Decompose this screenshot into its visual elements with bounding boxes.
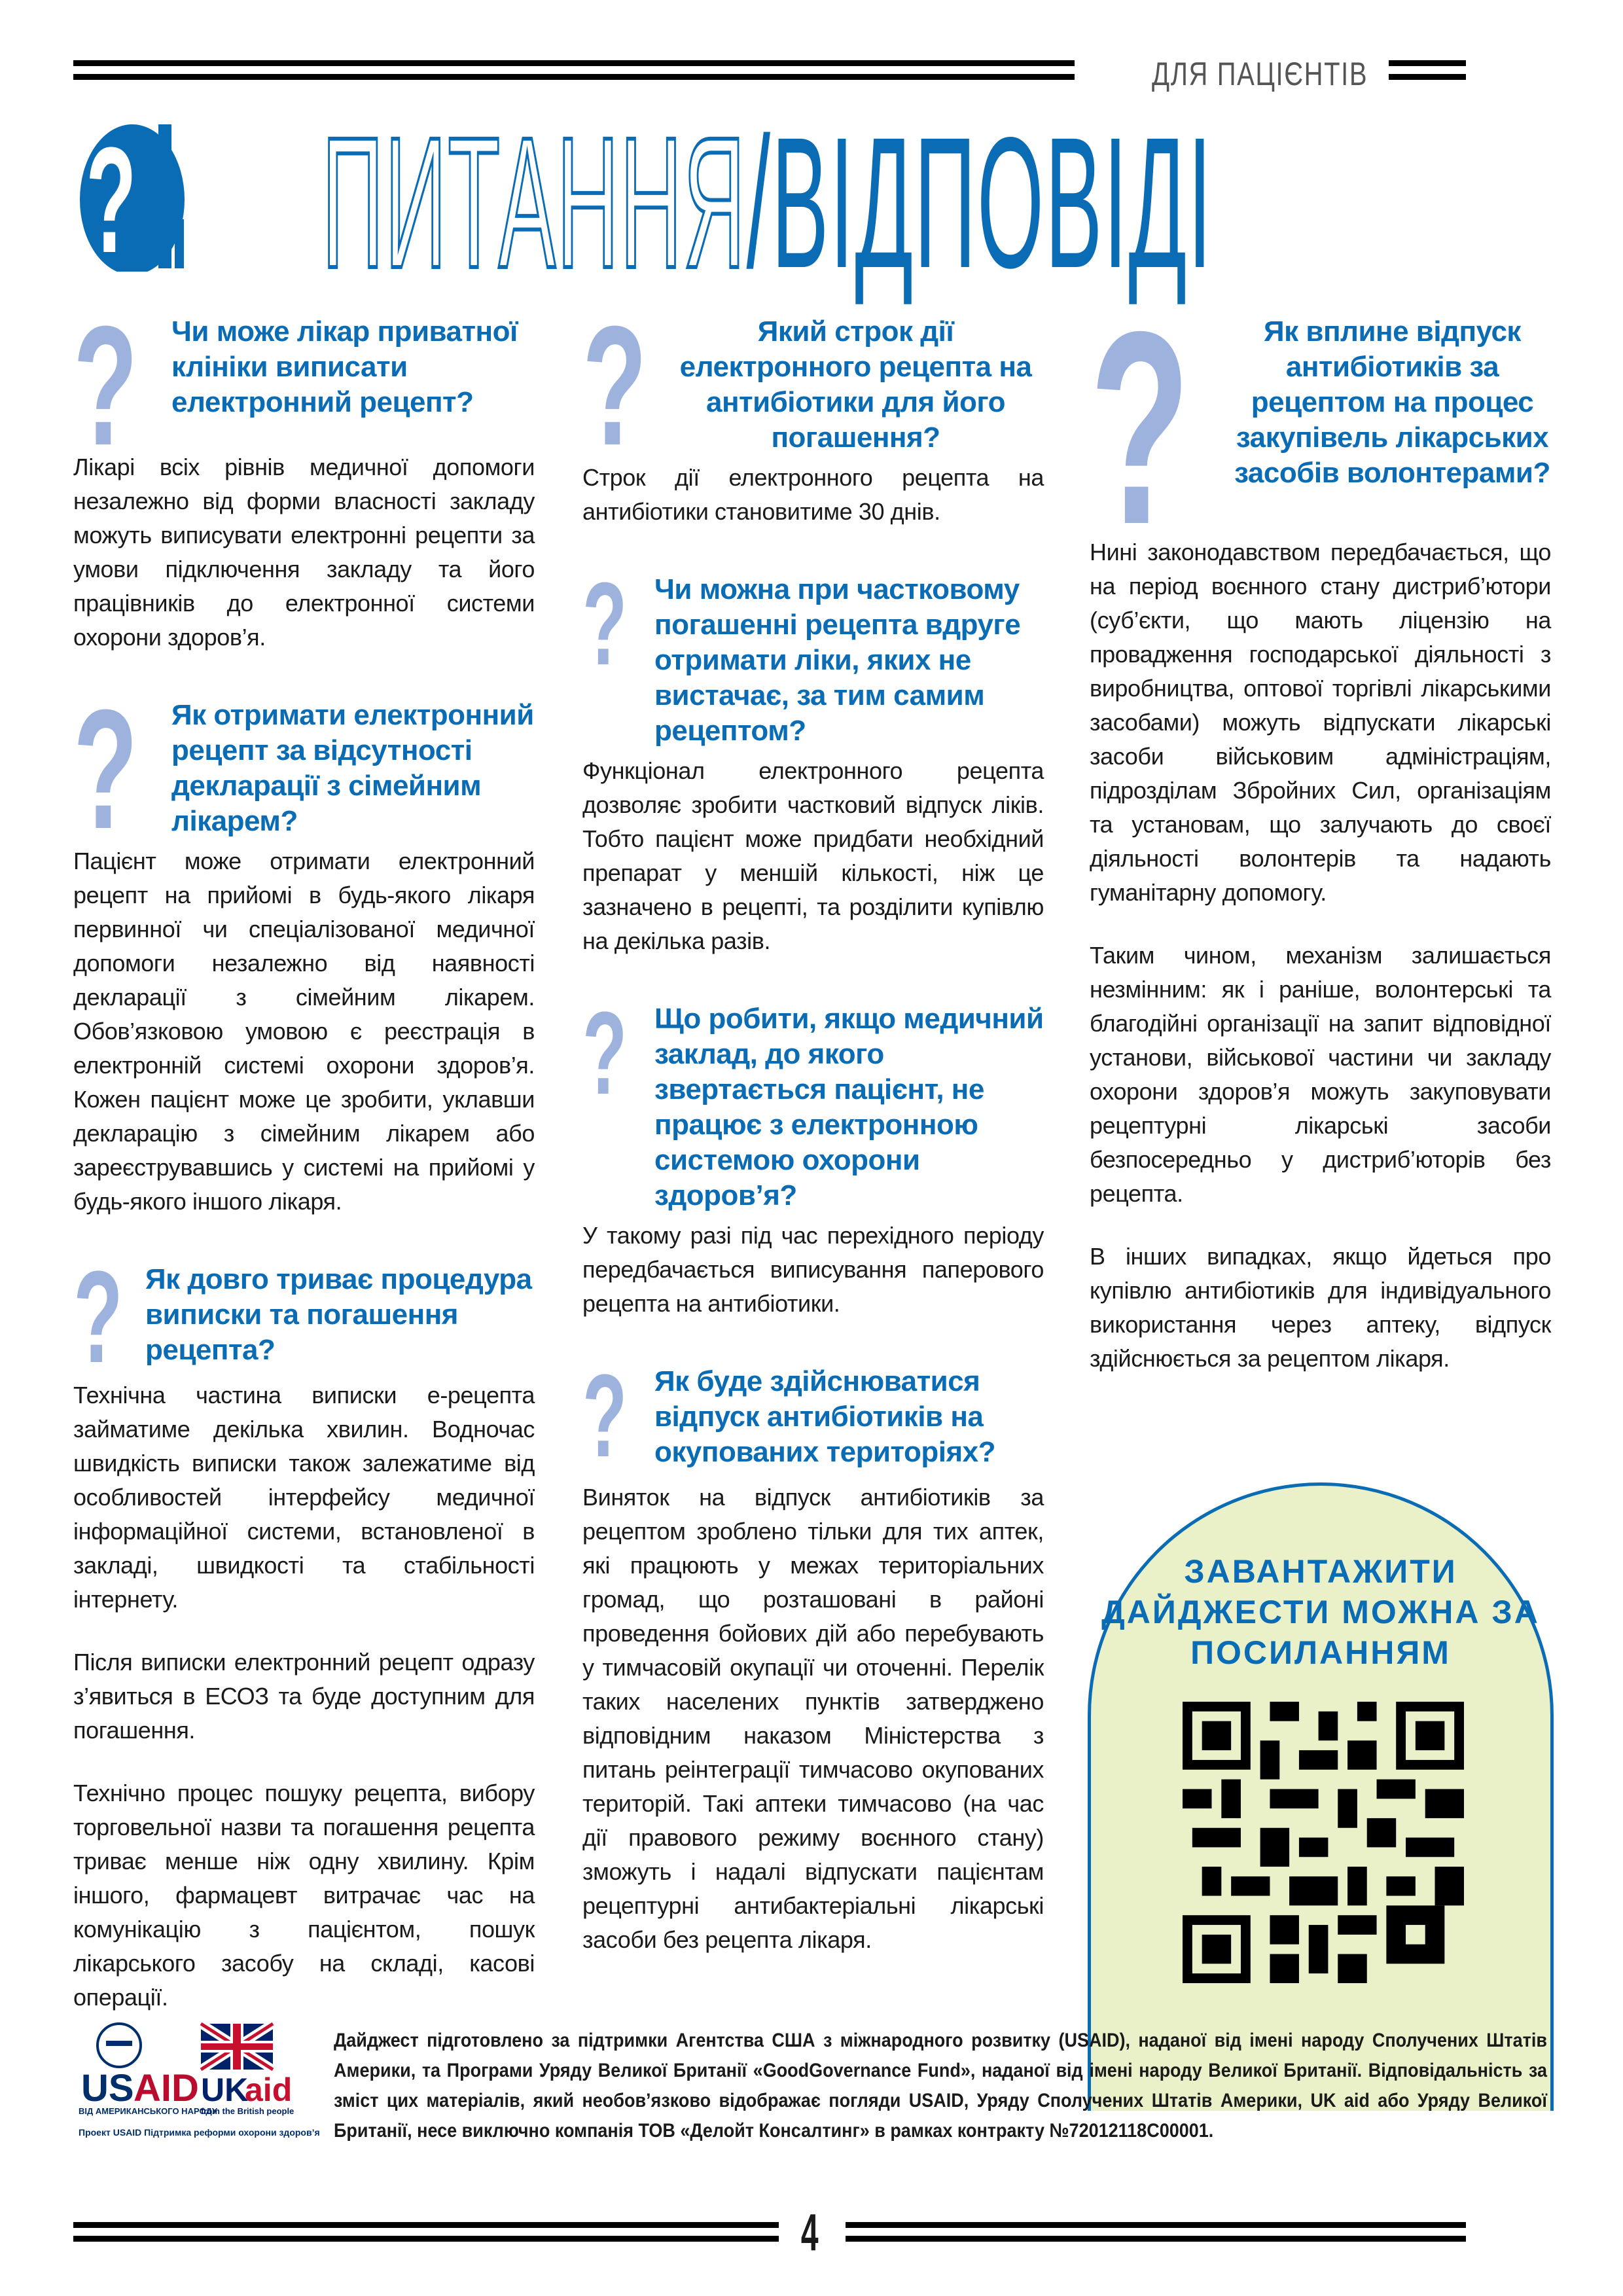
answer-text: В інших випадках, якщо йдеться про купівлю антибіотиків для індивідуального використання через аптеку, відпуск здійснюється за рецептом лікаря. [1090, 1243, 1551, 1372]
question-mark-icon: ? [73, 675, 138, 865]
project-name: Проект USAID Підтримка реформи охорони здоров’я [79, 2127, 320, 2138]
column-left [73, 291, 535, 2058]
answer-text: Лікарі всіх рівнів медичної допомоги незалежно від форми власності закладу можуть виписувати електронні рецепти за умови підключення закладу та його працівників до електронної системи охорони здоров’я. [73, 454, 535, 651]
qa-item [582, 1350, 1044, 1957]
svg-text:?: ? [86, 121, 137, 272]
answer-text: Виняток на відпуск антибіотиків за рецептом зроблено тільки для тих аптек, які працюють у межах територіальних громад, що розташовані в районі проведення бойових дій або перебувають у тимчасовій окупації чи оточенні. Перелік таких населених пунктів затверджено відповідним наказом Міністерства з питань реінтеграції тимчасово окупованих територій. Такі аптеки тимчасово (на час дії правового режиму воєнного стану) зможуть і надалі відпускати пацієнтам рецептурні антибактеріальні лікарські засоби без рецепта лікаря. [582, 1484, 1044, 1953]
section-label: ДЛЯ ПАЦІЄНТІВ [1152, 56, 1368, 92]
qr-code-icon[interactable] [1183, 1702, 1464, 1983]
question-mark-icon: ? [582, 1350, 628, 1482]
double-line-left [73, 2222, 779, 2242]
qa-item [582, 988, 1044, 1321]
download-box [1088, 1482, 1554, 2111]
answer-text: Технічно процес пошуку рецепта, вибору торговельної назви та погашення рецепта триває менше ніж одну хвилину. Крім іншого, фармацевт витрачає час на комунікацію з пацієнтом, пошук лікарського засобу на складі, касові операції. [73, 1780, 535, 2011]
sponsor-logos [73, 2022, 322, 2147]
question-exclamation-icon [73, 121, 270, 272]
page-title: ПИТАННЯ/ВІДПОВІДІ [322, 99, 1213, 307]
page-number: 4 [800, 2203, 819, 2261]
qa-item [582, 558, 1044, 958]
qa-item [73, 675, 535, 1219]
question-heading: Чи може лікар приватної клініки виписати електронний рецепт? [171, 315, 518, 418]
svg-text:aid: aid [245, 2072, 293, 2108]
footer-rule [73, 2222, 1466, 2248]
question-heading: Що робити, якщо медичний заклад, до якого звертається пацієнт, не працює з електронною системою охорони здоров’я? [654, 1003, 1044, 1211]
question-heading: Як вплине відпуск антибіотиків за рецептом на процес закупівель лікарських засобів волонтерами? [1234, 315, 1550, 489]
question-mark-icon: ? [73, 291, 138, 481]
answer-text: Після виписки електронний рецепт одразу з’явиться в ЕСОЗ та буде доступним для погашення. [73, 1649, 535, 1744]
question-mark-icon: ? [582, 558, 628, 690]
svg-text:AID: AID [134, 2067, 199, 2109]
qa-item [1090, 275, 1551, 1376]
question-heading: Як довго триває процедура виписки та погашення рецепта? [145, 1263, 532, 1366]
answer-text: Функціонал електронного рецепта дозволяє зробити частковий відпуск ліків. Тобто пацієнт може придбати необхідний препарат у меншій кількості, ніж це зазначено в рецепті, та розділити купівлю на декілька разів. [582, 757, 1044, 954]
answer-text: Строк дії електронного рецепта на антибіотики становитиме 30 днів. [582, 464, 1044, 525]
question-mark-icon: ? [582, 291, 647, 481]
page-header [73, 99, 1578, 307]
question-heading: Як отримати електронний рецепт за відсутності декларації з сімейним лікарем? [171, 699, 534, 837]
question-heading: Як буде здійснюватися відпуск антибіотиків на окупованих територіях? [654, 1365, 995, 1468]
download-title: ЗАВАНТАЖИТИ ДАЙДЖЕСТИ МОЖНА ЗА ПОСИЛАННЯМ [1101, 1553, 1540, 1671]
question-heading: Який строк дії електронного рецепта на антибіотики для його погашення? [679, 315, 1032, 454]
double-line-right [1389, 60, 1466, 80]
answer-text: У такому разі під час перехідного періоду передбачається виписування паперового рецепта на антибіотики. [582, 1222, 1044, 1317]
answer-text: Технічна частина виписки е-рецепта займатиме декілька хвилин. Водночас швидкість виписки також залежатиме від особливостей інтерфейсу медичної інформаційної системи, встановленої в закладі, швидкості та стабільності інтернету. [73, 1382, 535, 1613]
question-mark-icon: ? [582, 988, 628, 1119]
qa-item [73, 291, 535, 655]
answer-text: Таким чином, механізм залишається незмінним: як і раніше, волонтерські та благодійні організації на запит відповідної установи, військової частини чи закладу охорони здоров’я можуть закуповувати рецептурні лікарські засоби безпосередньо у дистриб’юторів без рецепта. [1090, 942, 1551, 1207]
column-right [1090, 275, 1551, 1419]
usaid-tagline: ВІД АМЕРИКАНСЬКОГО НАРОДУ [79, 2106, 217, 2116]
double-line-right [846, 2222, 1466, 2242]
column-middle [582, 291, 1044, 2000]
ukaid-tagline: from the British people [201, 2106, 294, 2116]
disclaimer: Дайджест підготовлено за підтримки Агентства США з міжнародного розвитку (USAID), наданої від імені народу Сполучених Штатів Америки, та Програми Уряду Великої Британії «GoodGovernance Fund», наданої від імені народу Великої Британії. Відповідальність за зміст цих матеріалів, який необов’язково відображає погляди USAID, Уряду Сполучених Штатів Америки, UK aid або Уряду Великої Британії, несе виключно компанія ТОВ «Делойт Консалтинг» в рамках контракту №72012118C00001. [334, 2030, 1547, 2142]
answer-text: Пацієнт може отримати електронний рецепт на прийомі в будь-якого лікаря первинної чи спеціалізованої медичної допомоги незалежно від наявності декларації з сімейним лікарем. Обов’язковою умовою є реєстрація в електронній системі охорони здоров’я. Кожен пацієнт може це зробити, уклавши декларацію з сімейним лікарем або зареєструвавшись у системі на прийомі у будь-якого іншого лікаря. [73, 848, 535, 1215]
question-heading: Чи можна при частковому погашенні рецепта вдруге отримати ліки, яких не вистачає, за тим самим рецептом? [654, 573, 1021, 747]
svg-text:UK: UK [201, 2072, 249, 2108]
svg-text:US: US [81, 2067, 134, 2109]
double-line-left [73, 60, 1075, 80]
question-mark-icon: ? [73, 1244, 123, 1390]
qa-item [582, 291, 1044, 529]
answer-text: Нині законодавством передбачається, що на період воєнного стану дистриб’ютори (суб’єкти, що мають ліцензію на провадження господарської діяльності з виробництва, оптової торгівлі лікарськими засобами) можуть відпускати лікарські засоби військовим адміністраціям, підрозділам Збройних Сил, організаціям та установам, що залучають до своєї діяльності волонтерів та надають гуманітарну допомогу. [1090, 539, 1551, 906]
qa-item [73, 1244, 535, 2015]
question-mark-icon: ? [1090, 275, 1190, 582]
